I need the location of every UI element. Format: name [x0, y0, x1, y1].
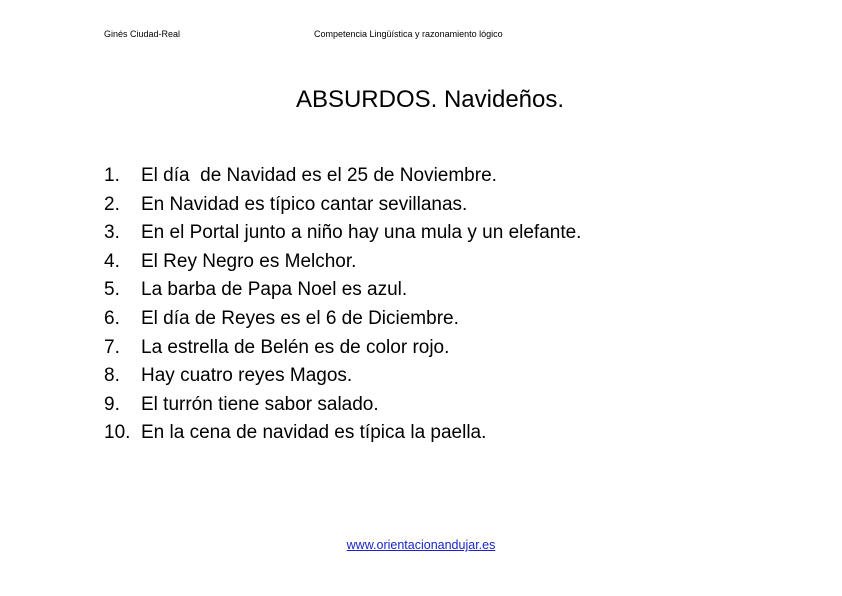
list-item — [104, 305, 581, 334]
absurd-statements-list — [104, 162, 581, 448]
header-subject: Competencia Lingüística y razonamiento lógico — [314, 29, 503, 39]
website-link[interactable]: www.orientacionandujar.es — [346, 538, 496, 552]
list-item — [104, 248, 581, 277]
list-item — [104, 419, 581, 448]
item-text: En el Portal junto a niño hay una mula y un elefante. — [141, 222, 582, 244]
item-number: 4. — [104, 250, 120, 272]
item-number: 2. — [104, 193, 120, 215]
item-text: El turrón tiene sabor salado. — [141, 393, 379, 415]
item-number: 1. — [104, 165, 120, 186]
item-text: El Rey Negro es Melchor. — [141, 250, 357, 272]
item-text: En Navidad es típico cantar sevillanas. — [141, 193, 468, 215]
header-author: Ginés Ciudad-Real — [104, 29, 181, 39]
item-number: 10. — [104, 422, 131, 444]
page-title: ABSURDOS. Navideños. — [295, 86, 565, 113]
item-text: El día de Reyes es el 6 de Diciembre. — [141, 307, 459, 329]
item-number: 7. — [104, 336, 120, 358]
footer — [0, 538, 842, 552]
list-item — [104, 219, 581, 248]
list-item — [104, 362, 581, 391]
item-number: 6. — [104, 307, 120, 329]
list-item — [104, 276, 581, 305]
item-number: 5. — [104, 279, 120, 301]
list-item — [104, 334, 581, 363]
item-text: El día de Navidad es el 25 de Noviembre. — [141, 165, 497, 186]
item-number: 8. — [104, 365, 120, 387]
list-item — [104, 191, 581, 220]
item-text: Hay cuatro reyes Magos. — [141, 365, 353, 387]
item-text: En la cena de navidad es típica la paella. — [141, 422, 487, 444]
item-number: 9. — [104, 393, 120, 415]
item-number: 3. — [104, 222, 120, 244]
item-text: La estrella de Belén es de color rojo. — [141, 336, 450, 358]
list-item — [104, 391, 581, 420]
item-text: La barba de Papa Noel es azul. — [141, 279, 408, 301]
list-item — [104, 162, 581, 191]
